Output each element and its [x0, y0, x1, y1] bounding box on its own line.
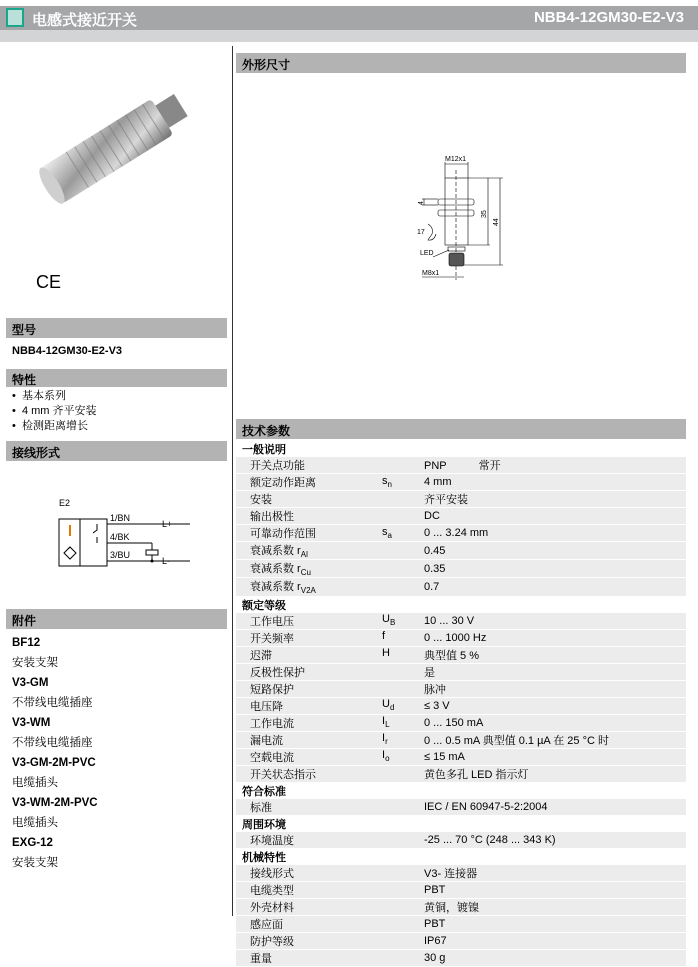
- spec-label: 环境温度: [236, 832, 382, 849]
- accessory-desc: 安装支架: [12, 657, 58, 669]
- spec-row: [236, 697, 686, 714]
- spec-value: 0 ... 150 mA: [424, 714, 686, 731]
- spec-value: PNP 常开: [424, 457, 686, 474]
- spec-symbol: [382, 457, 424, 474]
- spec-symbol: [382, 949, 424, 966]
- spec-row: [236, 474, 686, 491]
- spec-value: 0 ... 0.5 mA 典型值 0.1 µA 在 25 °C 时: [424, 731, 686, 748]
- spec-label: 短路保护: [236, 680, 382, 697]
- spec-value: 黄铜，镀镍: [424, 898, 686, 915]
- spec-label: 开关点功能: [236, 457, 382, 474]
- spec-group-title: 额定等级: [242, 599, 286, 612]
- spec-symbol: [382, 491, 424, 508]
- svg-text:44: 44: [493, 218, 500, 226]
- type-value: NBB4-12GM30-E2-V3: [12, 345, 123, 357]
- svg-text:L+: L+: [162, 519, 173, 529]
- spec-row: [236, 680, 686, 697]
- spec-value: 脉冲: [424, 680, 686, 697]
- accessory-desc: 电缆插头: [12, 777, 58, 789]
- spec-row: [236, 578, 686, 596]
- spec-value: V3- 连接器: [424, 865, 686, 882]
- spec-label: 电压降: [236, 697, 382, 714]
- spec-group-header: [236, 848, 686, 865]
- header-bar: [0, 6, 698, 30]
- spec-label: 衰减系数 $r_{V2A}$: [236, 578, 382, 596]
- spec-group-title: 机械特性: [242, 851, 286, 864]
- spec-label: 漏电流: [236, 731, 382, 748]
- spec-value: 0.45: [424, 542, 686, 560]
- accessory-name: V3-GM: [12, 677, 49, 689]
- spec-row: [236, 731, 686, 748]
- spec-group-header: [236, 596, 686, 613]
- spec-label: 外壳材料: [236, 898, 382, 915]
- svg-text:L-: L-: [162, 556, 171, 566]
- accessories-list: [12, 633, 98, 873]
- spec-value: PBT: [424, 915, 686, 932]
- header-band: [0, 30, 698, 42]
- svg-text:LED: LED: [420, 250, 434, 257]
- svg-text:35: 35: [481, 210, 488, 218]
- spec-value: 是: [424, 663, 686, 680]
- spec-value: 0 ... 3.24 mm: [424, 525, 686, 542]
- spec-value: 齐平安装: [424, 491, 686, 508]
- spec-group-header: [236, 815, 686, 832]
- spec-value: 典型值 5 %: [424, 646, 686, 663]
- spec-row: [236, 646, 686, 663]
- spec-value: 0 ... 1000 Hz: [424, 629, 686, 646]
- column-divider: [232, 46, 233, 916]
- spec-symbol: [382, 832, 424, 849]
- spec-label: 迟滞: [236, 646, 382, 663]
- svg-text:M12x1: M12x1: [445, 156, 467, 163]
- spec-symbol: [382, 560, 424, 578]
- spec-value: 黄色多孔 LED 指示灯: [424, 765, 686, 782]
- accessory-name: V3-WM-2M-PVC: [12, 797, 98, 809]
- accessory-name: BF12: [12, 637, 41, 649]
- spec-row: [236, 898, 686, 915]
- spec-row: [236, 799, 686, 816]
- spec-symbol: $U_B$: [382, 613, 424, 630]
- spec-label: 防护等级: [236, 932, 382, 949]
- accessory-name: V3-WM: [12, 717, 51, 729]
- svg-text:4/BK: 4/BK: [110, 532, 130, 542]
- spec-label: 工作电流: [236, 714, 382, 731]
- spec-row: [236, 560, 686, 578]
- spec-symbol: $I_L$: [382, 714, 424, 731]
- spec-symbol: [382, 663, 424, 680]
- spec-label: 感应面: [236, 915, 382, 932]
- accessory-desc: 不带线电缆插座: [12, 697, 93, 709]
- spec-label: 接线形式: [236, 865, 382, 882]
- svg-text:17: 17: [417, 229, 425, 236]
- spec-row: [236, 915, 686, 932]
- spec-row: [236, 663, 686, 680]
- spec-symbol: $I_o$: [382, 748, 424, 765]
- spec-value: 10 ... 30 V: [424, 613, 686, 630]
- spec-row: [236, 525, 686, 542]
- spec-value: -25 ... 70 °C (248 ... 343 K): [424, 832, 686, 849]
- spec-value: 0.35: [424, 560, 686, 578]
- spec-label: 空载电流: [236, 748, 382, 765]
- spec-label: 可靠动作范围: [236, 525, 382, 542]
- product-image: [20, 70, 210, 220]
- spec-label: 输出极性: [236, 508, 382, 525]
- spec-group-title: 一般说明: [242, 444, 286, 456]
- spec-symbol: [382, 898, 424, 915]
- spec-label: 衰减系数 $r_{Cu}$: [236, 560, 382, 578]
- spec-label: 标准: [236, 799, 382, 816]
- spec-row: [236, 714, 686, 731]
- section-features: 特性: [6, 369, 227, 387]
- spec-symbol: [382, 680, 424, 697]
- spec-symbol: [382, 508, 424, 525]
- spec-value: ≤ 3 V: [424, 697, 686, 714]
- section-connection: 接线形式: [6, 441, 227, 461]
- spec-label: 额定动作距离: [236, 474, 382, 491]
- svg-text:M8x1: M8x1: [422, 270, 440, 277]
- spec-group-header: [236, 782, 686, 799]
- spec-symbol: [382, 578, 424, 596]
- brand-square-icon: [6, 8, 24, 27]
- spec-row: [236, 491, 686, 508]
- spec-label: 工作电压: [236, 613, 382, 630]
- spec-symbol: [382, 915, 424, 932]
- accessory-desc: 安装支架: [12, 857, 58, 869]
- spec-symbol: f: [382, 629, 424, 646]
- spec-value: 0.7: [424, 578, 686, 596]
- page-title: 电感式接近开关: [32, 12, 138, 29]
- specs-table: [236, 441, 686, 967]
- model-title: NBB4-12GM30-E2-V3: [533, 9, 684, 26]
- spec-symbol: $s_a$: [382, 525, 424, 542]
- spec-row: [236, 629, 686, 646]
- spec-row: [236, 542, 686, 560]
- spec-row: [236, 881, 686, 898]
- spec-symbol: [382, 799, 424, 816]
- spec-row: [236, 613, 686, 630]
- svg-text:1/BN: 1/BN: [110, 513, 131, 523]
- spec-value: 4 mm: [424, 474, 686, 491]
- wiring-diagram: [40, 490, 190, 580]
- spec-symbol: $s_n$: [382, 474, 424, 491]
- spec-symbol: [382, 932, 424, 949]
- feature-item: • 4 mm 齐平安装: [12, 405, 97, 417]
- spec-label: 开关状态指示: [236, 765, 382, 782]
- spec-group-title: 周围环境: [242, 818, 286, 831]
- section-type: 型号: [6, 318, 227, 338]
- spec-value: PBT: [424, 881, 686, 898]
- spec-symbol: H: [382, 646, 424, 663]
- accessory-name: EXG-12: [12, 837, 53, 849]
- svg-text:E2: E2: [59, 498, 71, 508]
- spec-symbol: $I_r$: [382, 731, 424, 748]
- spec-row: [236, 748, 686, 765]
- spec-label: 电缆类型: [236, 881, 382, 898]
- spec-symbol: [382, 542, 424, 560]
- spec-symbol: [382, 865, 424, 882]
- spec-label: 重量: [236, 949, 382, 966]
- spec-row: [236, 932, 686, 949]
- spec-row: [236, 865, 686, 882]
- spec-row: [236, 832, 686, 849]
- section-specs: 技术参数: [236, 419, 686, 439]
- spec-value: ≤ 15 mA: [424, 748, 686, 765]
- spec-group-header: [236, 441, 686, 457]
- feature-item: • 基本系列: [12, 390, 66, 402]
- section-dimensions: 外形尺寸: [236, 53, 686, 73]
- spec-label: 开关频率: [236, 629, 382, 646]
- feature-item: • 检测距离增长: [12, 420, 88, 432]
- accessory-desc: 不带线电缆插座: [12, 737, 93, 749]
- spec-row: [236, 765, 686, 782]
- dimension-drawing: [400, 150, 520, 285]
- spec-label: 安装: [236, 491, 382, 508]
- spec-row: [236, 457, 686, 474]
- spec-symbol: $U_d$: [382, 697, 424, 714]
- features-list: [12, 389, 97, 434]
- spec-label: 衰减系数 $r_{Al}$: [236, 542, 382, 560]
- accessory-desc: 电缆插头: [12, 817, 58, 829]
- accessory-name: V3-GM-2M-PVC: [12, 757, 96, 769]
- spec-symbol: [382, 881, 424, 898]
- section-accessories: 附件: [6, 609, 227, 629]
- svg-text:4: 4: [418, 201, 425, 205]
- spec-value: IEC / EN 60947-5-2:2004: [424, 799, 686, 816]
- spec-row: [236, 508, 686, 525]
- ce-mark: CE: [36, 272, 62, 292]
- spec-symbol: [382, 765, 424, 782]
- spec-value: IP67: [424, 932, 686, 949]
- spec-value: 30 g: [424, 949, 686, 966]
- spec-value: DC: [424, 508, 686, 525]
- spec-group-title: 符合标准: [242, 785, 286, 798]
- spec-label: 反极性保护: [236, 663, 382, 680]
- spec-row: [236, 949, 686, 966]
- svg-text:3/BU: 3/BU: [110, 550, 131, 560]
